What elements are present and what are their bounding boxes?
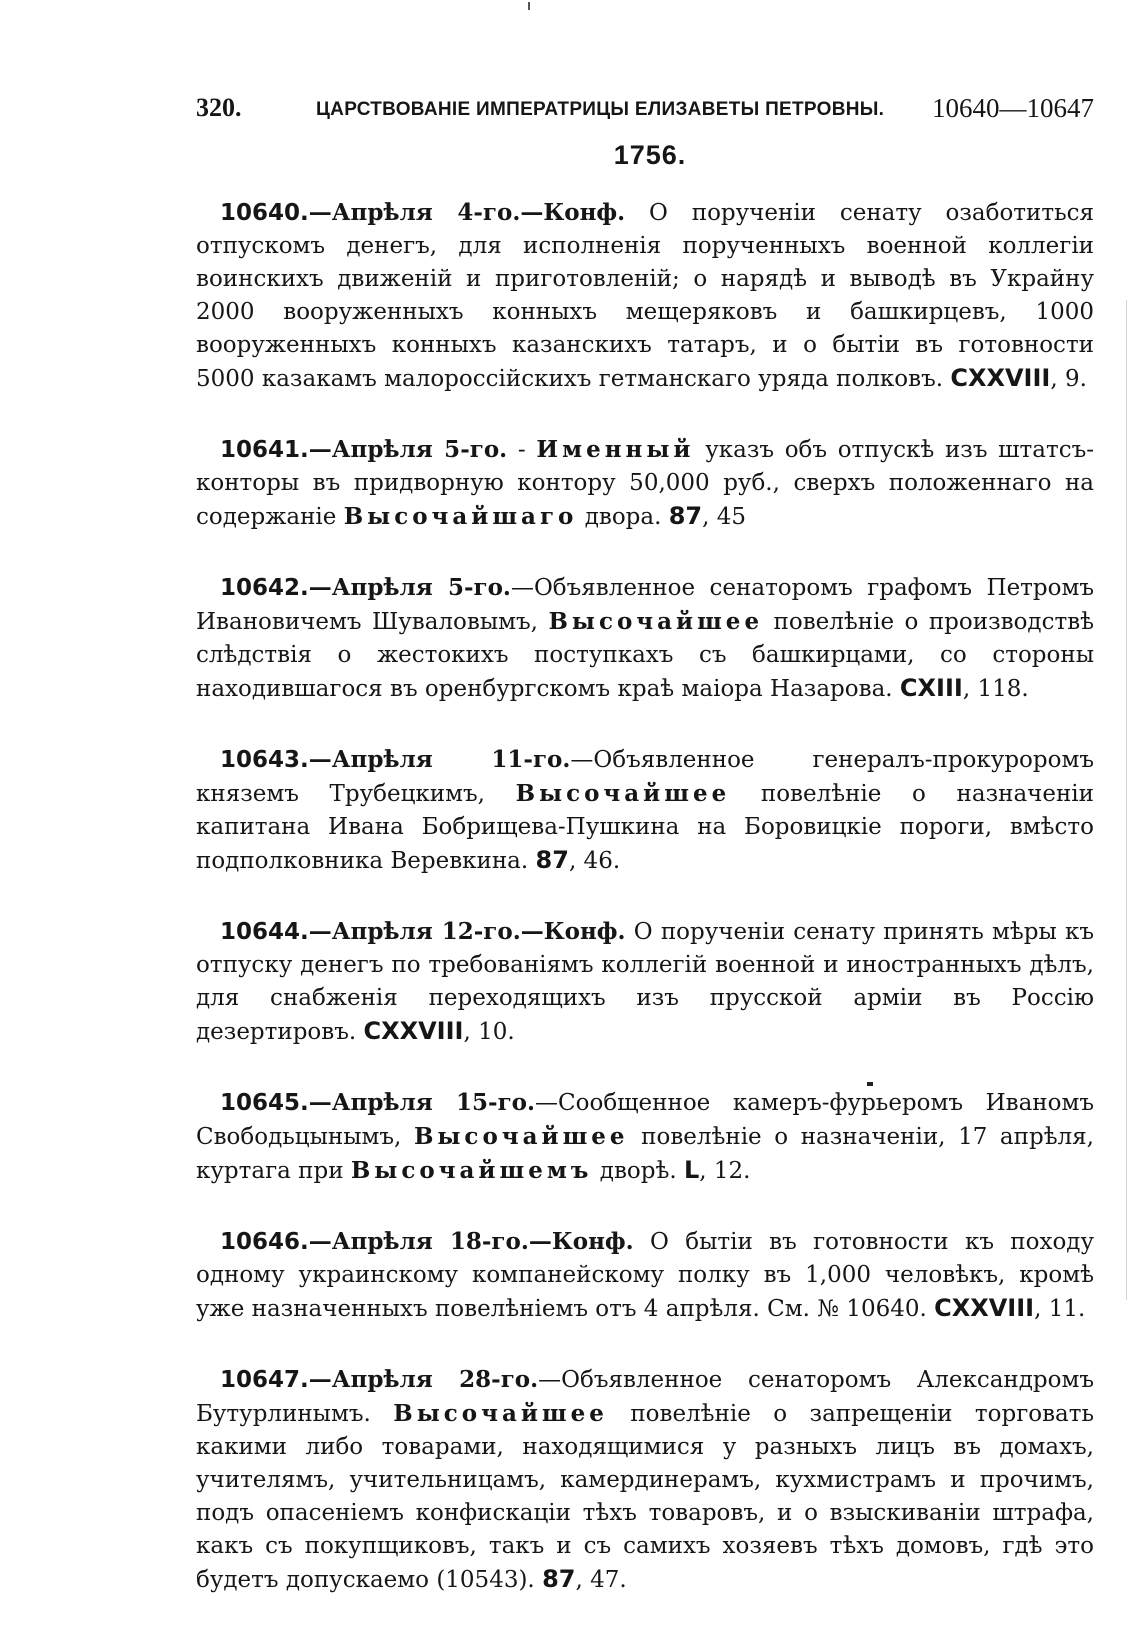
decree-text: указъ объ отпускѣ изъ штатсъ-конторы въ придворную контору 50,000 руб., сверхъ положеннаго на содержаніе (196, 437, 1095, 530)
source-page: , 10. (463, 1019, 515, 1045)
page-number: 320. (196, 93, 242, 122)
decree-text: О бытіи въ готовности къ походу одному украинскому компанейскому полку въ 1,000 человѣкъ, кромѣ уже назначенныхъ повелѣніемъ отъ 4 апрѣля. См. № 10640. (196, 1229, 1094, 1322)
source-page: , 12. (699, 1158, 751, 1184)
decree-text: —Объявленное сенаторомъ графомъ Петромъ Ивановичемъ Шуваловымъ, (196, 575, 1094, 635)
source-page: , 45 (702, 504, 747, 530)
decree-entry-10645 (196, 1086, 1094, 1188)
decree-date: —Апрѣля 15-го. (308, 1089, 536, 1116)
decree-text: О порученіи сенату принять мѣры къ отпуску денегъ по требованіямъ коллегій военной и иностранныхъ дѣлъ, для снабженія переходящихъ изъ прусской арміи въ Россію дезертировъ. (196, 919, 1094, 1045)
page-edge-line (1126, 300, 1127, 1300)
source-volume: 87 (535, 846, 569, 874)
decree-list (196, 196, 1094, 1634)
decree-text: дворѣ. (592, 1158, 684, 1184)
decree-date: —Апрѣля 4-го.—Конф. (308, 199, 626, 226)
decree-text: О порученіи сенату озаботиться отпускомъ денегъ, для исполненія порученныхъ военной коллегіи воинскихъ движеній и приготовленій; о нарядѣ и выводѣ въ Украйну 2000 вооруженныхъ конныхъ мещеряковъ и башкирцевъ, 1000 вооруженныхъ конныхъ казанскихъ татаръ, и о бытіи въ готовности 5000 казакамъ малороссійскихъ гетманскаго уряда полковъ. (196, 200, 1094, 392)
decree-text: повелѣніе о производствѣ слѣдствія о жестокихъ поступкахъ съ башкирцами, со стороны находившагося въ оренбургскомъ краѣ маіора Назарова. (196, 609, 1095, 702)
decree-entry-10642 (196, 571, 1094, 706)
source-volume: CXXVIII (363, 1017, 464, 1045)
decree-date: —Апрѣля 11-го. (308, 746, 571, 773)
decree-number: 10641. (220, 437, 309, 463)
decree-entry-10640 (196, 196, 1094, 396)
source-volume: CXXVIII (950, 364, 1051, 392)
decree-date: —Апрѣля 18-го.—Конф. (308, 1228, 634, 1255)
source-volume: CXXVIII (934, 1294, 1035, 1322)
source-volume: CXIII (899, 674, 963, 702)
decree-number: 10643. (220, 747, 309, 773)
decree-spaced-word: Высочайшее (515, 780, 731, 807)
scan-mark (528, 2, 530, 10)
decree-spaced-word: Высочайшее (413, 1123, 629, 1150)
decree-spaced-word: Высочайшемъ (350, 1157, 593, 1184)
decree-entry-10646 (196, 1225, 1094, 1326)
running-header (196, 88, 1094, 128)
source-page: , 11. (1034, 1296, 1086, 1322)
decree-date: —Апрѣля 12-го.—Конф. (308, 918, 626, 945)
decree-date: —Апрѣля 5-го. (308, 574, 511, 601)
decree-text: —Сообщенное камеръ-фурьеромъ Иваномъ Свободьцынымъ, (196, 1090, 1094, 1150)
decree-text: —Объявленное генералъ-прокуроромъ княземъ Трубецкимъ, (196, 747, 1094, 807)
source-volume: 87 (542, 1565, 576, 1593)
source-page: , 9. (1050, 366, 1087, 392)
decree-text: двора. (577, 504, 669, 530)
decree-entry-10647 (196, 1363, 1094, 1597)
decree-number: 10644. (220, 919, 309, 945)
decree-spaced-word: Высочайшее (548, 608, 764, 635)
decree-number: 10645. (220, 1090, 309, 1116)
decree-entry-10644 (196, 915, 1094, 1049)
decree-entry-10643 (196, 743, 1094, 878)
decree-text: - (507, 437, 537, 463)
decree-date: —Апрѣля 5-го. (308, 436, 508, 463)
source-page: , 47. (575, 1567, 627, 1593)
decree-range: 10640—10647 (932, 93, 1094, 123)
source-volume: L (683, 1156, 700, 1184)
decree-text: повелѣніе о запрещеніи торговать какими либо товарами, находящимися у разныхъ лицъ въ домахъ, учителямъ, учительницамъ, камердинерамъ, кухмистрамъ и прочимъ, подъ опасеніемъ конфискаціи тѣхъ товаровъ, и о взыскиваніи штрафа, какъ съ покупщиковъ, такъ и съ самихъ хозяевъ тѣхъ домовъ, гдѣ это будетъ допускаемо (10543). (196, 1401, 1095, 1593)
year-heading: 1756. (613, 140, 687, 170)
decree-text: —Объявленное сенаторомъ Александромъ Бутурлинымъ. (196, 1367, 1094, 1427)
source-page: , 118. (962, 676, 1029, 702)
decree-date: —Апрѣля 28-го. (308, 1366, 539, 1393)
decree-number: 10642. (220, 575, 309, 601)
source-page: , 46. (568, 848, 621, 874)
decree-number: 10647. (220, 1367, 309, 1393)
decree-spaced-word: Именный (536, 436, 695, 463)
running-title: ЦАРСТВОВАНІЕ ИМПЕРАТРИЦЫ ЕЛИЗАВЕТЫ ПЕТРОВНЫ. (316, 99, 885, 120)
source-volume: 87 (668, 502, 703, 530)
decree-number: 10646. (220, 1229, 309, 1255)
decree-number: 10640. (220, 200, 309, 226)
decree-entry-10641 (196, 433, 1094, 534)
decree-text: повелѣніе о назначеніи, 17 апрѣля, куртага при (196, 1124, 1094, 1184)
decree-text: повелѣніе о назначеніи капитана Ивана Бобрищева-Пушкина на Боровицкіе пороги, вмѣсто подполковника Веревкина. (196, 781, 1094, 874)
decree-spaced-word: Высочайшаго (343, 503, 578, 530)
decree-spaced-word: Высочайшее (393, 1400, 608, 1427)
